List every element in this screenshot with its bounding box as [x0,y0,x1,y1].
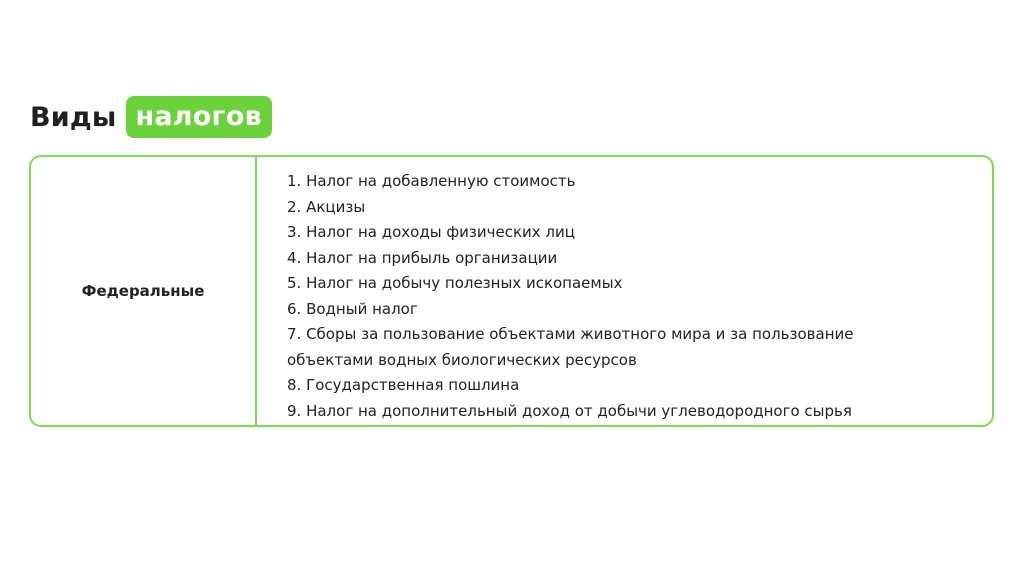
tax-item: 3. Налог на доходы физических лиц [287,223,575,241]
tax-item: 1. Налог на добавленную стоимость [287,172,576,190]
tax-item: 9. Налог на дополнительный доход от добычи углеводородного сырья [287,401,852,420]
tax-item: 6. Водный налог [287,299,418,318]
page-title [30,96,272,138]
tax-item: 8. Государственная пошлина [287,376,520,394]
title-highlight: налогов [126,96,272,138]
category-label: Федеральные [81,282,205,300]
tax-item: 7. Сборы за пользование объектами животного мира и за пользование [287,325,854,343]
tax-item: 5. Налог на добычу полезных ископаемых [287,274,623,292]
tax-table [29,155,994,427]
items-cell [257,157,992,425]
tax-item-continuation: объектами водных биологических ресурсов [287,350,637,369]
tax-list [287,169,972,424]
category-cell [31,157,257,425]
tax-item: 4. Налог на прибыль организации [287,248,558,267]
tax-item: 2. Акцизы [287,197,366,216]
title-word: Виды [30,101,117,133]
